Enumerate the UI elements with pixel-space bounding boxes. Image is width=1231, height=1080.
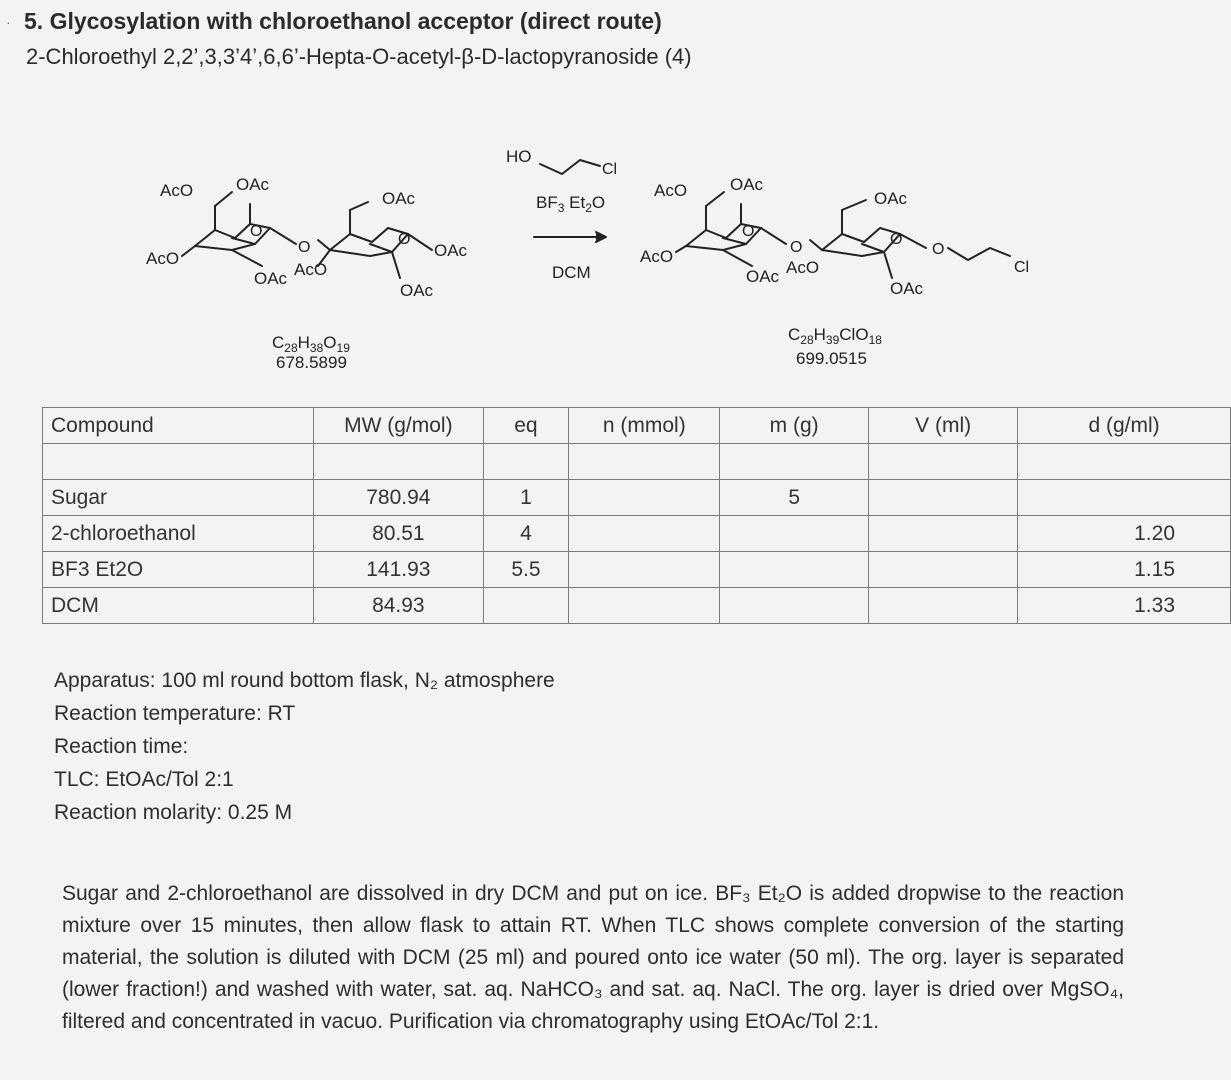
sm-aco-top: AcO [160, 181, 194, 200]
reaction-scheme [0, 130, 1231, 380]
sm-ring-left-base [195, 244, 255, 250]
prod-bond [706, 192, 724, 206]
catalyst-label: $BF_3$ $Et_2O$ [536, 193, 606, 215]
table-cell: 1.15 [1018, 552, 1231, 588]
sm-bond [270, 228, 296, 244]
table-cell: 4 [483, 516, 569, 552]
time-line: Reaction time: [54, 735, 189, 758]
table-cell: Sugar [43, 480, 314, 516]
table-cell: 5.5 [483, 552, 569, 588]
sm-oac-bottom: OAc [400, 281, 434, 300]
prod-ring-o-2: O [890, 231, 903, 248]
sm-oac-top: OAc [236, 175, 270, 194]
table-cell [483, 588, 569, 624]
table-cell [869, 588, 1018, 624]
prod-ring-right [822, 228, 903, 252]
table-cell [720, 552, 869, 588]
col-n: n (mmol) [569, 408, 720, 444]
prod-mw: 699.0515 [796, 349, 867, 368]
arrow-head [596, 232, 606, 242]
prod-bond [900, 234, 926, 248]
reagent-chain [540, 160, 600, 174]
reagent-cl: Cl [602, 161, 618, 178]
table-header-row [43, 408, 1231, 444]
table-cell: 780.94 [314, 480, 483, 516]
sm-oac-mid: OAc [254, 269, 288, 288]
table-row [43, 480, 1231, 516]
table-cell [569, 552, 720, 588]
col-compound: Compound [43, 408, 314, 444]
sm-ring-right-base [330, 250, 392, 256]
section-title: 5. Glycosylation with chloroethanol acceptor (direct route) [24, 8, 662, 34]
sm-aco-mid: AcO [294, 260, 328, 279]
prod-cl: Cl [1014, 259, 1030, 276]
sm-formula: $C_{28}H_{38}O_{19}$ [272, 333, 350, 355]
table-cell [869, 480, 1018, 516]
table-cell [720, 444, 869, 480]
prod-ring-o-1: O [742, 223, 755, 240]
table-cell: 2-chloroethanol [43, 516, 314, 552]
prod-bond [761, 228, 786, 244]
prod-bond [676, 246, 686, 252]
prod-oac-bottom: OAc [890, 279, 924, 298]
col-m: m (g) [720, 408, 869, 444]
table-cell: 80.51 [314, 516, 483, 552]
col-d: d (g/ml) [1018, 408, 1231, 444]
apparatus-line: Apparatus: 100 ml round bottom flask, N₂ atmosphere [54, 669, 555, 692]
temperature-line: Reaction temperature: RT [54, 702, 296, 725]
prod-bond [842, 200, 866, 210]
table-cell [43, 444, 314, 480]
prod-bond [723, 250, 752, 266]
table-cell: 84.93 [314, 588, 483, 624]
table-cell [483, 444, 569, 480]
sm-ring-o-2: O [398, 231, 411, 248]
prod-aco-mid: AcO [786, 258, 820, 277]
sm-aco-left: AcO [146, 249, 180, 268]
table-row [43, 552, 1231, 588]
prod-chain [948, 248, 1010, 260]
prod-oac-top: OAc [730, 175, 764, 194]
prod-glycosidic-o: O [790, 239, 803, 256]
prod-formula: $C_{28}H_{39}ClO_{18}$ [788, 325, 882, 347]
bullet-marker: · [6, 14, 11, 30]
molarity-line: Reaction molarity: 0.25 M [54, 801, 293, 824]
col-mw: MW (g/mol) [314, 408, 483, 444]
sm-oac-anomeric: OAc [434, 241, 468, 260]
table-cell [1018, 444, 1231, 480]
prod-aco-top: AcO [654, 181, 688, 200]
table-cell [869, 444, 1018, 480]
sm-bond [182, 246, 195, 256]
table-cell: BF3 Et2O [43, 552, 314, 588]
prod-ring-right-base [822, 250, 884, 256]
table-cell [569, 516, 720, 552]
reaction-conditions [54, 664, 555, 829]
col-eq: eq [483, 408, 569, 444]
table-cell [569, 480, 720, 516]
table-cell [720, 588, 869, 624]
sm-oac-right-top: OAc [382, 189, 416, 208]
sm-ring-right [330, 228, 411, 252]
table-cell [314, 444, 483, 480]
sm-ring-o-1: O [250, 223, 263, 240]
prod-ring-left-base [686, 244, 746, 250]
reagent-ho: HO [506, 147, 532, 166]
table-cell [569, 588, 720, 624]
solvent-label: DCM [552, 263, 591, 282]
table-cell: 141.93 [314, 552, 483, 588]
sm-mw: 678.5899 [276, 353, 347, 372]
compound-name: 2-Chloroethyl 2,2’,3,3’4’,6,6’-Hepta-O-acetyl-β-D-lactopyranoside (4) [26, 44, 692, 69]
table-cell: DCM [43, 588, 314, 624]
prod-ether-o: O [932, 241, 945, 258]
reagent-table [42, 407, 1231, 624]
table-cell: 1.33 [1018, 588, 1231, 624]
sm-bond [215, 192, 232, 206]
prod-oac-mid: OAc [746, 267, 780, 286]
sm-bond [392, 252, 400, 278]
procedure-text: Sugar and 2-chloroethanol are dissolved in dry DCM and put on ice. BF₃ Et₂O is added dropwise to the reaction mixture over 15 minutes, then allow flask to attain RT. When TLC shows complete conversion of the starting material, the solution is diluted with DCM (25 ml) and poured onto ice water (50 ml). The org. layer is separated (lower fraction!) and washed with water, sat. aq. NaHCO₃ and sat. aq. NaCl. The org. layer is dried over MgSO₄, filtered and concentrated in vacuo. Purification via chromatography using EtOAc/Tol 2:1. [62, 882, 1124, 1033]
table-cell [869, 516, 1018, 552]
sm-bond [408, 234, 432, 250]
col-v: V (ml) [869, 408, 1018, 444]
tlc-line: TLC: EtOAc/Tol 2:1 [54, 768, 234, 791]
sm-bond [318, 240, 330, 250]
table-cell: 5 [720, 480, 869, 516]
prod-bond [884, 252, 892, 278]
table-cell [720, 516, 869, 552]
prod-aco-left: AcO [640, 247, 674, 266]
table-row [43, 516, 1231, 552]
table-row [43, 588, 1231, 624]
table-cell: 1.20 [1018, 516, 1231, 552]
table-cell [869, 552, 1018, 588]
sm-bond [232, 250, 262, 266]
prod-bond [810, 240, 822, 250]
table-cell: 1 [483, 480, 569, 516]
table-cell [1018, 480, 1231, 516]
prod-oac-right-top: OAc [874, 189, 908, 208]
table-row [43, 444, 1231, 480]
table-cell [569, 444, 720, 480]
sm-bond [350, 202, 368, 210]
sm-glycosidic-o: O [298, 239, 311, 256]
